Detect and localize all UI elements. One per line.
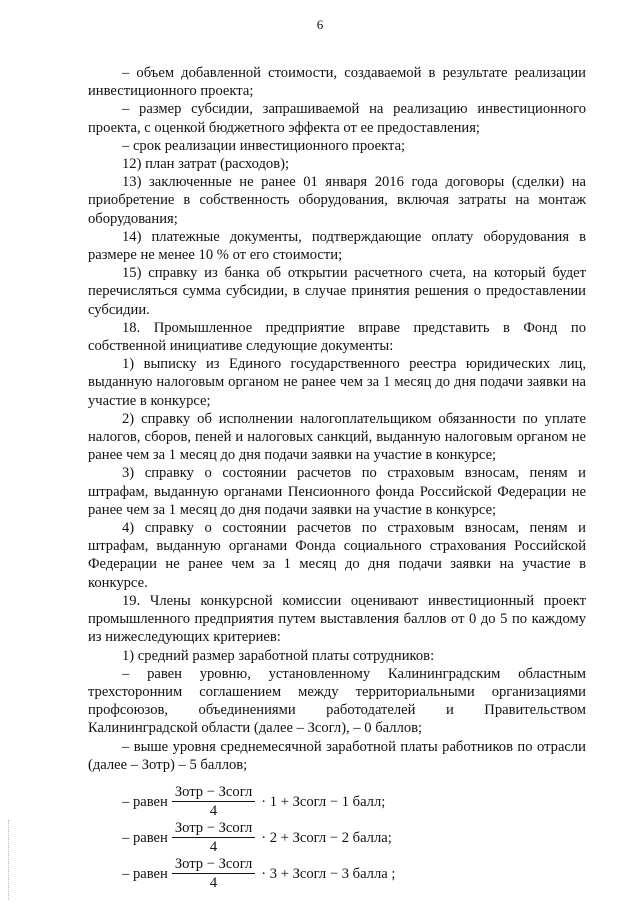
paragraph: – срок реализации инвестиционного проекта;: [122, 137, 406, 154]
paragraph: 18. Промышленное предприятие вправе представить в Фонд по собственной инициативе следующие документы:: [88, 319, 586, 355]
paragraph: 19. Члены конкурсной комиссии оценивают инвестиционный проект промышленного предприятия путем выставления баллов от 0 до 5 по каждому из нижеследующих критериев:: [88, 592, 586, 646]
paragraph: – объем добавленной стоимости, создаваемой в результате реализации инвестиционного проекта;: [88, 65, 586, 100]
document-body: [88, 64, 586, 892]
formula-prefix: – равен: [122, 865, 168, 882]
scan-margin-marks: [8, 820, 11, 900]
paragraph: 15) справку из банка об открытии расчетного счета, на который будет перечисляться сумма субсидии, в случае принятия решения о предоставлении субсидии.: [88, 265, 586, 318]
formula-prefix: – равен: [122, 793, 168, 810]
fraction: [172, 820, 255, 855]
fraction-denominator: 4: [209, 875, 218, 892]
fraction-denominator: 4: [209, 839, 218, 856]
paragraph: 13) заключенные не ранее 01 января 2016 года договоры (сделки) на приобретение в собственность оборудования, включая затраты на монтаж оборудования;: [88, 174, 586, 227]
fraction-numerator: Зотр − Зсогл: [172, 820, 255, 838]
formula-prefix: – равен: [122, 829, 168, 846]
formula-list: [88, 784, 586, 892]
paragraph: 12) план затрат (расходов);: [122, 156, 290, 173]
paragraph: 1) средний размер заработной платы сотрудников:: [122, 647, 435, 664]
formula-tail: · 2 + Зсогл − 2 балла;: [261, 829, 392, 846]
paragraph: 14) платежные документы, подтверждающие оплату оборудования в размере не менее 10 % от его стоимости;: [88, 228, 586, 264]
paragraph: 4) справку о состоянии расчетов по страховым взносам, пеням и штрафам, выданную органами Фонда социального страхования Российской Федерации не ранее чем за 1 месяц до дня подачи заявки на участие в конкурсе.: [88, 520, 586, 591]
fraction-numerator: Зотр − Зсогл: [172, 784, 255, 802]
paragraph: – равен уровню, установленному Калининградским областным трехсторонним соглашением между территориальными организациями профсоюзов, объединениями работодателей и Правительством Калининградской области (далее – Зсогл), – 0 баллов;: [88, 665, 586, 737]
formula-tail: · 1 + Зсогл − 1 балл;: [261, 793, 386, 810]
formula-line: [122, 820, 586, 856]
paragraph: – размер субсидии, запрашиваемой на реализацию инвестиционного проекта, с оценкой бюджетного эффекта от ее предоставления;: [88, 101, 586, 136]
fraction: [172, 784, 255, 819]
fraction-numerator: Зотр − Зсогл: [172, 856, 255, 874]
formula-tail: · 3 + Зсогл − 3 балла ;: [261, 865, 396, 882]
paragraph: 2) справку об исполнении налогоплательщиком обязанности по уплате налогов, сборов, пеней и налоговых санкций, выданную налоговым органом не ранее чем за 1 месяц до дня подачи заявки на участие в конкурсе;: [88, 410, 586, 464]
page-number: 6: [316, 17, 324, 32]
formula-line: [122, 856, 586, 892]
paragraph: – выше уровня среднемесячной заработной платы работников по отрасли (далее – Зотр) – 5 баллов;: [88, 738, 586, 773]
paragraph: 3) справку о состоянии расчетов по страховым взносам, пеням и штрафам, выданную органами Пенсионного фонда Российской Федерации не ранее чем за 1 месяц до дня подачи заявки на участие в конкурсе;: [88, 465, 586, 518]
formula-line: [122, 784, 586, 820]
fraction: [172, 856, 255, 891]
fraction-denominator: 4: [209, 803, 218, 820]
paragraph: 1) выписку из Единого государственного реестра юридических лиц, выданную налоговым органом не ранее чем за 1 месяц до дня подачи заявки на участие в конкурсе;: [88, 356, 586, 409]
